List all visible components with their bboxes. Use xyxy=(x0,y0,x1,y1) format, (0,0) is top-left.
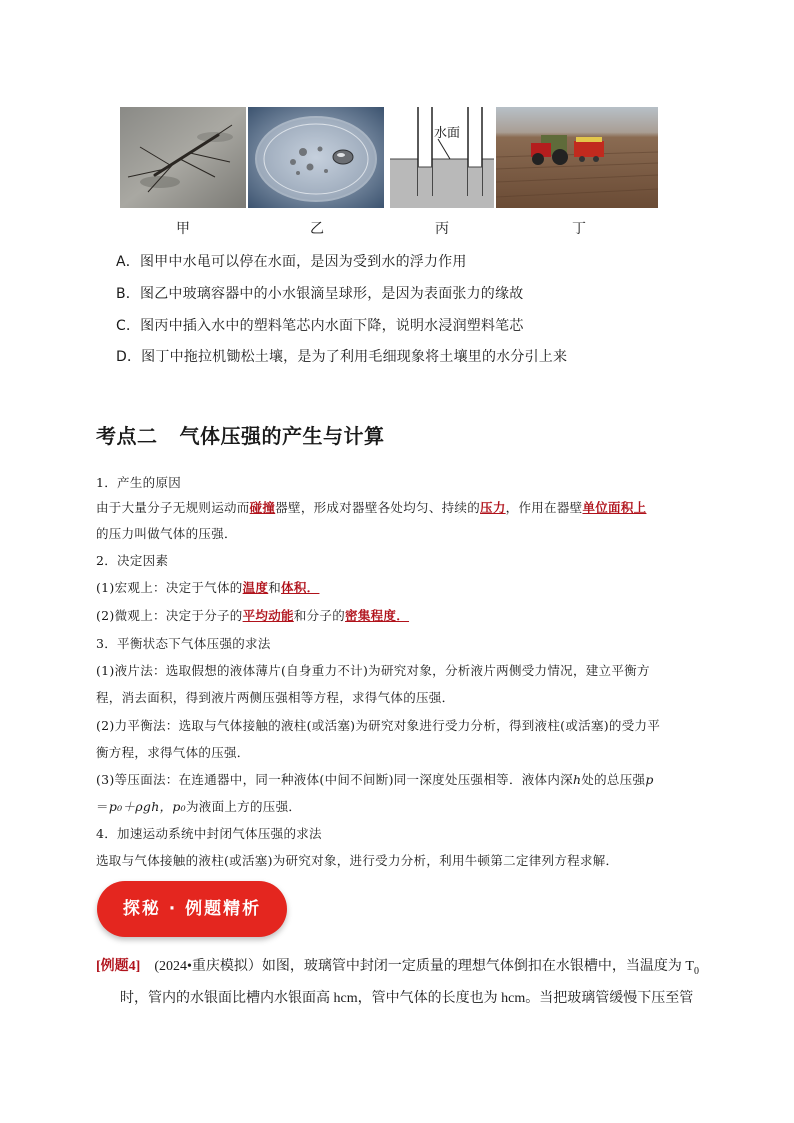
keyword-collision: 碰撞 xyxy=(249,500,276,515)
keyword-temperature: 温度 xyxy=(242,580,269,595)
keyword-unit-area: 单位面积上 xyxy=(582,500,647,515)
badge-text: 探秘 · 例题精析 xyxy=(122,899,262,919)
option-b[interactable]: B．图乙中玻璃容器中的小水银滴呈球形，是因为表面张力的缘故 xyxy=(116,286,524,302)
option-d[interactable]: D．图丁中拖拉机锄松土壤，是为了利用毛细现象将土壤里的水分引上来 xyxy=(116,349,568,365)
heading-methods: 3．平衡状态下气体压强的求法 xyxy=(96,636,271,651)
section-heading: 气体压强的产生与计算 xyxy=(179,424,385,448)
heading-factors: 2．决定因素 xyxy=(96,553,169,568)
example-tag: [例题4] xyxy=(96,959,141,974)
figure-water-strider xyxy=(120,107,246,208)
paragraph-method3-line1: (3)等压面法：在连通器中，同一种液体(中间不间断)同一深度处压强相等．液体内深h处的总压强p xyxy=(96,772,654,787)
paragraph-acceleration: 选取与气体接触的液柱(或活塞)为研究对象，进行受力分析，利用牛顿第二定律列方程求解． xyxy=(96,853,619,868)
paragraph-method1-line1: (1)液片法：选取假想的液体薄片(自身重力不计)为研究对象，分析液片两侧受力情况，建立平衡方 xyxy=(96,663,650,678)
option-a[interactable]: A．图甲中水黾可以停在水面，是因为受到水的浮力作用 xyxy=(116,254,467,270)
section-title xyxy=(96,420,385,449)
paragraph-method3-line2: ＝p₀＋ρgh，p₀为液面上方的压强． xyxy=(96,799,302,814)
example-section-badge xyxy=(97,881,287,937)
example-line1: [例题4] (2024•重庆模拟）如图，玻璃管中封闭一定质量的理想气体倒扣在水银槽中，当温度为 $T_0$ xyxy=(96,959,699,977)
keyword-average-kinetic-energy: 平均动能 xyxy=(242,608,294,623)
figure-tractor xyxy=(496,107,658,208)
heading-acceleration: 4．加速运动系统中封闭气体压强的求法 xyxy=(96,826,322,841)
section-number: 考点二 xyxy=(96,424,158,448)
paragraph-micro: (2)微观上：决定于分子的平均动能和分子的密集程度． xyxy=(96,608,410,623)
paragraph-method2-line1: (2)力平衡法：选取与气体接触的液柱(或活塞)为研究对象进行受力分析，得到液柱(或活塞)的受力平 xyxy=(96,718,661,733)
heading-cause: 1．产生的原因 xyxy=(96,475,182,490)
figure-petri-dish xyxy=(248,107,384,208)
figure-straws-in-water xyxy=(390,107,494,208)
paragraph-cause-line1: 由于大量分子无规则运动而碰撞器壁，形成对器壁各处均匀、持续的压力，作用在器壁单位面积上 xyxy=(96,500,647,515)
figure-label-bing: 丙 xyxy=(435,221,449,237)
keyword-volume: 体积． xyxy=(281,580,320,595)
paragraph-cause-line2: 的压力叫做气体的压强． xyxy=(96,526,237,541)
keyword-density: 密集程度． xyxy=(345,608,410,623)
paragraph-macro: (1)宏观上：决定于气体的温度和体积． xyxy=(96,580,320,595)
paragraph-method2-line2: 衡方程，求得气体的压强． xyxy=(96,745,250,760)
figure-label-jia: 甲 xyxy=(176,221,190,237)
water-surface-label: 水面 xyxy=(434,126,461,141)
figure-label-yi: 乙 xyxy=(310,221,324,237)
example-line2: 时，管内的水银面比槽内水银面高 hcm，管中气体的长度也为 hcm。当把玻璃管缓慢下压至管 xyxy=(120,991,694,1006)
option-c[interactable]: C．图丙中插入水中的塑料笔芯内水面下降，说明水浸润塑料笔芯 xyxy=(116,318,524,334)
keyword-pressure-force: 压力 xyxy=(480,500,506,515)
paragraph-method1-line2: 程，消去面积，得到液片两侧压强相等方程，求得气体的压强． xyxy=(96,690,455,705)
figure-label-ding: 丁 xyxy=(572,221,586,237)
